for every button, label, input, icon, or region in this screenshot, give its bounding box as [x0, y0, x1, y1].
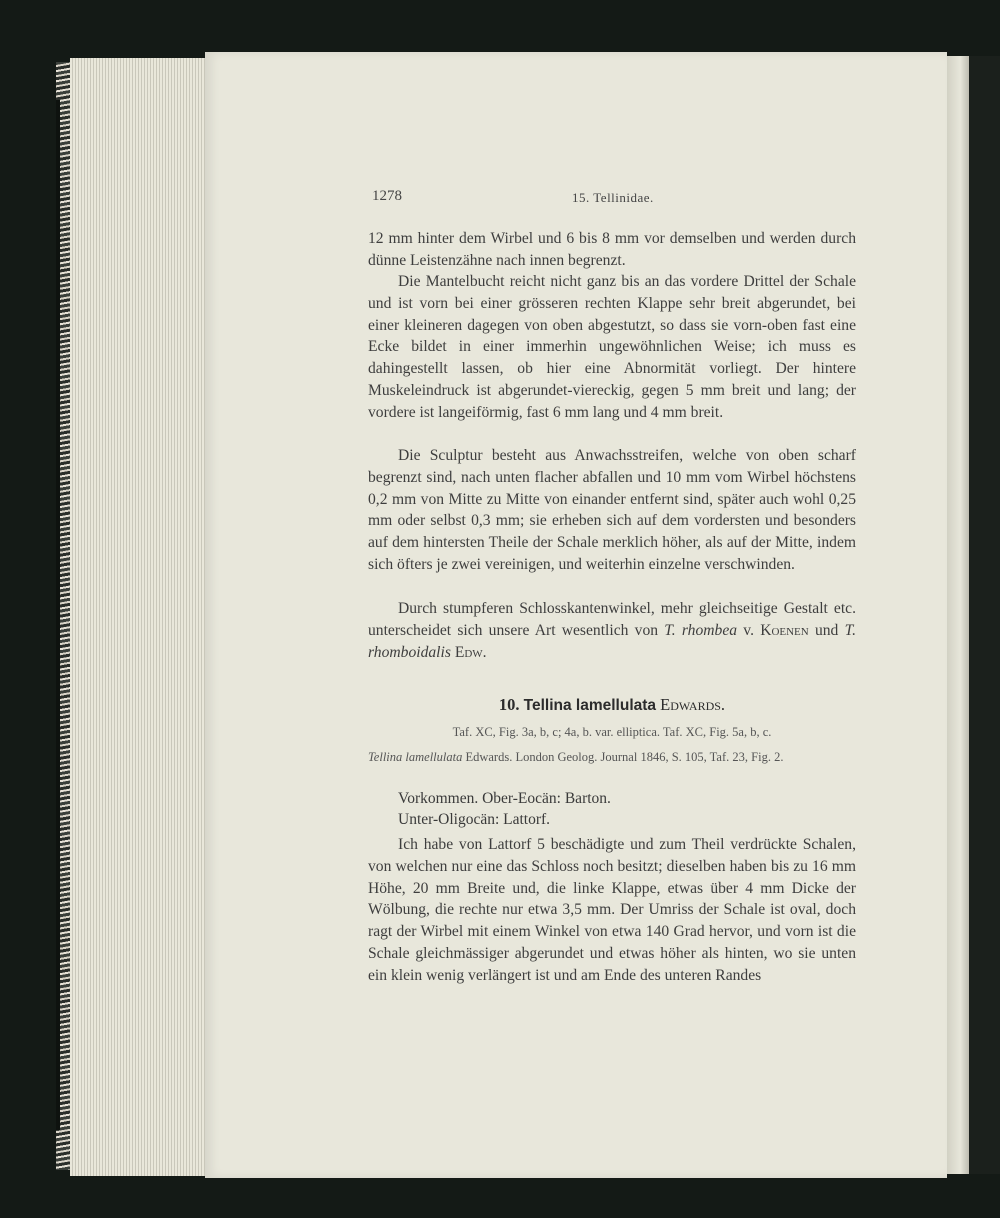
paragraph-sculptur: Die Sculptur besteht aus Anwachsstreifen, welche von oben scharf begrenzt sind, nach unten flacher abfallen und 10 mm vom Wirbel höchstens 0,2 mm von Mitte zu Mitte von einander entfernt sind, später auch wohl 0,25 mm oder selbst 0,3 mm; sie erheben sich auf dem vordersten und besonders auf dem hintersten Theile der Schale merklich höher, als auf der Mitte, indem sich öfters je zwei vereinigen, und weiterhin einzelne verschwinden. — [368, 447, 856, 573]
paragraph-1: 12 mm hinter dem Wirbel und 6 bis 8 mm vor demselben und werden durch dünne Leistenzähne nach innen begrenzt. — [368, 230, 856, 269]
species-name: Tellina lamellulata — [523, 697, 657, 714]
occurrence-line-1: Vorkommen. Ober-Eocän: Barton. — [398, 790, 611, 807]
paragraph-comparison — [368, 598, 856, 663]
occurrence-line-2: Unter-Oligocän: Lattorf. — [398, 811, 551, 828]
paragraph-description: Ich habe von Lattorf 5 beschädigte und zum Theil verdrückte Schalen, von welchen nur eine das Schloss noch besitzt; dieselben haben bis zu 16 mm Höhe, 20 mm Breite und, die linke Klappe, etwas über 4 mm Dicke der Wölbung, die rechte nur etwa 3,5 mm. Der Umriss der Schale ist oval, doch ragt der Wirbel mit einem Winkel von etwa 140 Grad hervor, und vorn ist die Schale gleichmässiger abgerundet und etwas höher als hinten, wo sie unten ein klein wenig verlängert ist und am Ende des unteren Randes — [368, 836, 856, 984]
page-stack-edge — [70, 58, 210, 1176]
comparison-und: und — [814, 621, 839, 639]
species-author: Edwards. — [660, 695, 726, 714]
species-heading — [368, 695, 856, 715]
author-edw: Edw. — [454, 643, 487, 661]
plate-references: Taf. XC, Fig. 3a, b, c; 4a, b. var. elliptica. Taf. XC, Fig. 5a, b, c. — [452, 725, 772, 739]
facing-page-edge — [947, 56, 969, 1174]
literature-reference — [368, 749, 856, 766]
running-title: 15. Tellinidae. — [572, 190, 654, 205]
running-header — [372, 188, 857, 212]
species-number: 10. — [498, 695, 520, 714]
comparison-text: Durch stumpferen Schlosskantenwinkel, mehr gleichseitige Gestalt etc. unterscheidet sich unsere Art wesentlich von — [368, 600, 856, 639]
book-binding-shadow — [56, 100, 60, 1130]
paragraph-mantelbucht: Die Mantelbucht reicht nicht ganz bis an das vordere Drittel der Schale und ist vorn bei einer grösseren rechten Klappe sehr breit abgerundet, bei einer kleineren dagegen von oben abgestutzt, so dass sie vorn-oben fast eine Ecke bildet in einer immerhin ungewöhnlichen Weise; ich muss es dahingestellt lassen, ob hier eine Abnormität vorliegt. Der hintere Muskeleindruck ist abgerundet-viereckig, gegen 5 mm breit und lang; der vordere ist langeiförmig, fast 6 mm lang und 4 mm breit. — [368, 273, 856, 421]
species-rhomboidalis: T. rhomboidalis — [368, 621, 856, 661]
comparison-v: v. — [743, 621, 754, 639]
background-shadow — [969, 56, 1000, 1174]
author-koenen: Koenen — [760, 621, 809, 639]
page-number: 1278 — [372, 188, 402, 204]
reference-source: Edwards. London Geolog. Journal 1846, S. 105, Taf. 23, Fig. 2. — [465, 750, 784, 764]
species-rhombea: T. rhombea — [664, 621, 738, 639]
reference-species: Tellina lamellulata — [368, 750, 463, 764]
